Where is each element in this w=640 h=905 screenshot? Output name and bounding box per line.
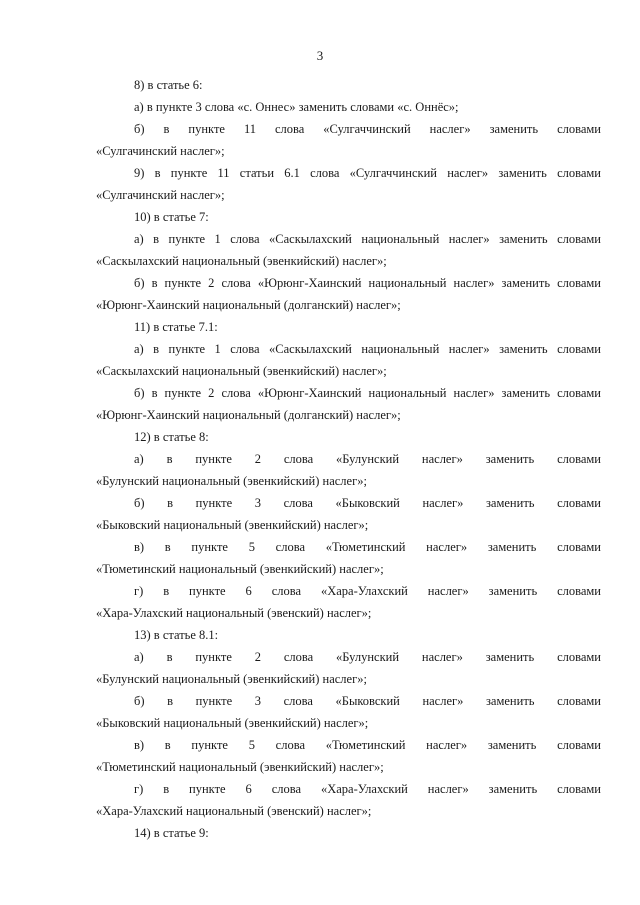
text-line: «Хара-Улахский национальный (эвенский) наслег»; xyxy=(96,606,372,620)
text-line: «Быковский национальный (эвенкийский) наслег»; xyxy=(96,716,369,730)
text-line: «Булунский национальный (эвенкийский) наслег»; xyxy=(96,672,367,686)
document-body xyxy=(96,74,601,844)
text-line: «Булунский национальный (эвенкийский) наслег»; xyxy=(96,474,367,488)
text-line: б) в пункте 11 слова «Сулгаччинский наслег» заменить словами xyxy=(134,122,601,136)
text-line: б) в пункте 3 слова «Быковский наслег» заменить словами xyxy=(134,694,601,708)
text-line: а) в пункте 1 слова «Саскылахский национальный наслег» заменить словами xyxy=(134,232,601,246)
text-line: «Сулгачинский наслег»; xyxy=(96,144,225,158)
text-line: б) в пункте 3 слова «Быковский наслег» заменить словами xyxy=(134,496,601,510)
text-line: «Сулгачинский наслег»; xyxy=(96,188,225,202)
text-line: б) в пункте 2 слова «Юрюнг-Хаинский национальный наслег» заменить словами xyxy=(134,386,601,400)
text-line: а) в пункте 1 слова «Саскылахский национальный наслег» заменить словами xyxy=(134,342,601,356)
text-line: «Хара-Улахский национальный (эвенский) наслег»; xyxy=(96,804,372,818)
text-line: «Тюметинский национальный (эвенкийский) наслег»; xyxy=(96,760,384,774)
text-line: 9) в пункте 11 статьи 6.1 слова «Сулгаччинский наслег» заменить словами xyxy=(134,166,601,180)
page-number: 3 xyxy=(316,48,324,63)
text-line: б) в пункте 2 слова «Юрюнг-Хаинский национальный наслег» заменить словами xyxy=(134,276,601,290)
text-line: г) в пункте 6 слова «Хара-Улахский наслег» заменить словами xyxy=(134,782,601,796)
text-line: «Тюметинский национальный (эвенкийский) наслег»; xyxy=(96,562,384,576)
text-line: 12) в статье 8: xyxy=(134,430,209,444)
text-line: в) в пункте 5 слова «Тюметинский наслег» заменить словами xyxy=(134,540,601,554)
text-line: «Юрюнг-Хаинский национальный (долганский) наслег»; xyxy=(96,298,401,312)
text-line: «Саскылахский национальный (эвенкийский) наслег»; xyxy=(96,254,387,268)
text-line: 10) в статье 7: xyxy=(134,210,209,224)
text-line: 13) в статье 8.1: xyxy=(134,628,219,642)
text-line: «Юрюнг-Хаинский национальный (долганский) наслег»; xyxy=(96,408,401,422)
text-line: а) в пункте 2 слова «Булунский наслег» заменить словами xyxy=(134,452,601,466)
text-line: «Саскылахский национальный (эвенкийский) наслег»; xyxy=(96,364,387,378)
text-line: а) в пункте 2 слова «Булунский наслег» заменить словами xyxy=(134,650,601,664)
text-line: 8) в статье 6: xyxy=(134,78,203,92)
text-line: 11) в статье 7.1: xyxy=(134,320,218,334)
text-line: г) в пункте 6 слова «Хара-Улахский наслег» заменить словами xyxy=(134,584,601,598)
text-line: а) в пункте 3 слова «с. Оннес» заменить словами «с. Оннёс»; xyxy=(134,100,459,114)
text-line: «Быковский национальный (эвенкийский) наслег»; xyxy=(96,518,369,532)
text-line: в) в пункте 5 слова «Тюметинский наслег» заменить словами xyxy=(134,738,601,752)
text-line: 14) в статье 9: xyxy=(134,826,209,840)
